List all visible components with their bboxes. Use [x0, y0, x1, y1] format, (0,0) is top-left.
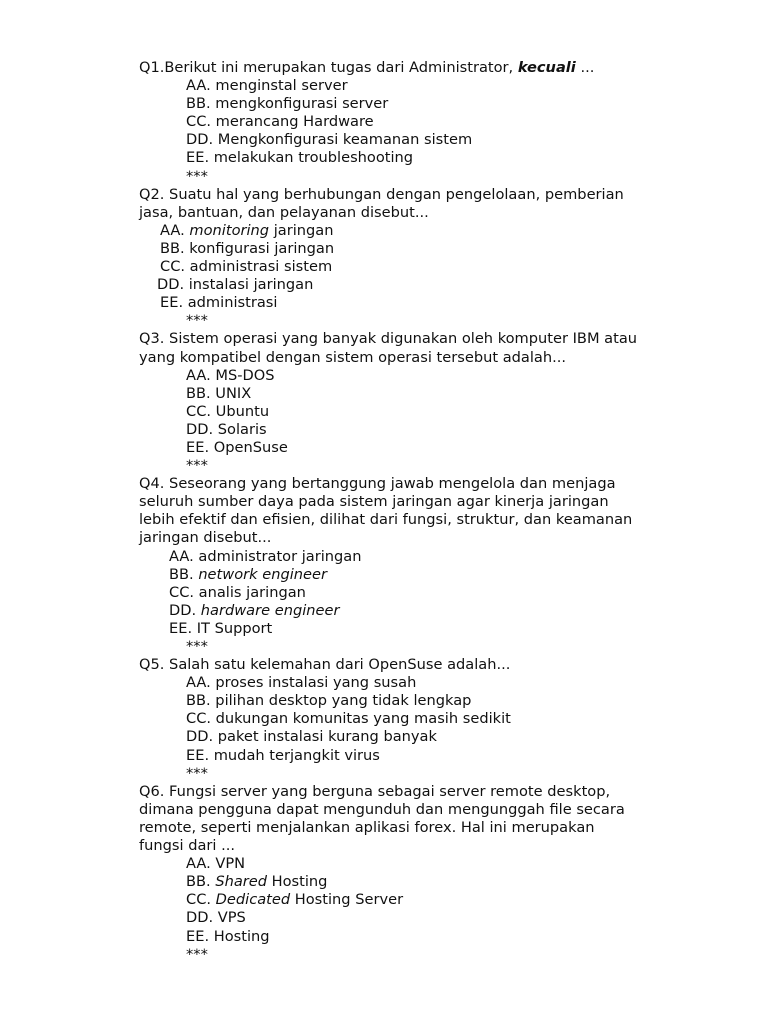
question-text-line: Q4. Seseorang yang bertanggung jawab mengelola dan menjaga	[139, 475, 616, 493]
option-b: BB. UNIX	[186, 384, 252, 402]
option-text-italic: Dedicated	[215, 891, 291, 909]
question-text-line: Q3. Sistem operasi yang banyak digunakan oleh komputer IBM atau	[139, 330, 638, 348]
question-text-line: Q6. Fungsi server yang berguna sebagai server remote desktop,	[139, 782, 611, 800]
question-text	[139, 59, 679, 77]
option-c: CC. Ubuntu	[186, 402, 270, 420]
option-e: EE. administrasi	[160, 294, 278, 312]
option-text: BB.	[186, 873, 216, 891]
option-b: BB. pilihan desktop yang tidak lengkap	[186, 692, 472, 710]
question-text-line: lebih efektif dan efisien, dilihat dari fungsi, struktur, dan keamanan	[139, 511, 633, 529]
separator: ***	[186, 945, 208, 963]
separator: ***	[186, 312, 208, 330]
option-text-italic: Shared	[215, 873, 268, 891]
option-d: DD. Solaris	[186, 420, 267, 438]
option-a: AA. menginstal server	[186, 77, 348, 95]
option-b: BB. konfigurasi jaringan	[160, 239, 335, 257]
option-a: AA. MS-DOS	[186, 366, 275, 384]
question-text-line: seluruh sumber daya pada sistem jaringan agar kinerja jaringan	[139, 493, 609, 511]
separator: ***	[186, 638, 208, 655]
question-text-line: remote, seperti menjalankan aplikasi forex. Hal ini merupakan	[139, 818, 595, 836]
option-c: CC. analis jaringan	[169, 583, 306, 601]
option-text: CC.	[186, 891, 216, 909]
question-text-line: fungsi dari ...	[139, 837, 236, 855]
option-text-italic: network engineer	[198, 565, 327, 583]
option-text: jaringan	[269, 221, 334, 239]
question-text-line: yang kompatibel dengan sistem operasi tersebut adalah...	[139, 348, 567, 366]
question-text-line: jaringan disebut...	[139, 529, 272, 547]
question-text-part: Q1.Berikut ini merupakan tugas dari Administrator,	[139, 59, 518, 76]
option-c: CC. merancang Hardware	[186, 113, 374, 131]
option-c: CC. dukungan komunitas yang masih sedikit	[186, 710, 511, 728]
option-b: BB. mengkonfigurasi server	[186, 95, 389, 113]
question-3	[139, 330, 679, 475]
option-d: DD. Mengkonfigurasi keamanan sistem	[186, 131, 473, 149]
option-c: CC. administrasi sistem	[160, 258, 333, 276]
option-text: Hosting Server	[290, 891, 404, 909]
option-text-italic: monitoring	[189, 221, 270, 239]
question-text-line: Q2. Suatu hal yang berhubungan dengan pengelolaan, pemberian	[139, 185, 624, 203]
option-a: AA. VPN	[186, 855, 246, 873]
quiz-document	[139, 59, 679, 964]
option-e: EE. Hosting	[186, 927, 270, 945]
separator: ***	[186, 167, 208, 185]
option-text: AA.	[160, 221, 190, 239]
option-a	[139, 222, 679, 240]
question-text-line: jasa, bantuan, dan pelayanan disebut...	[139, 203, 429, 221]
option-e: EE. mudah terjangkit virus	[186, 746, 380, 764]
option-d: DD. paket instalasi kurang banyak	[186, 728, 437, 746]
option-c	[139, 891, 679, 909]
option-d: DD. VPS	[186, 909, 246, 927]
option-b	[139, 873, 679, 891]
question-6	[139, 783, 679, 964]
option-d: DD. instalasi jaringan	[157, 276, 314, 294]
question-text-line: dimana pengguna dapat mengunduh dan mengunggah file secara	[139, 800, 625, 818]
question-4	[139, 475, 679, 656]
option-text-italic: hardware engineer	[200, 601, 340, 619]
option-text: DD.	[169, 601, 201, 619]
option-d	[139, 602, 679, 620]
question-1	[139, 59, 679, 186]
option-b	[139, 566, 679, 584]
option-a: AA. proses instalasi yang susah	[186, 674, 417, 692]
question-text-line: Q5. Salah satu kelemahan dari OpenSuse adalah...	[139, 656, 511, 674]
question-text-emphasis: kecuali	[517, 59, 576, 76]
option-e: EE. IT Support	[169, 619, 273, 637]
option-a: AA. administrator jaringan	[169, 547, 362, 565]
option-e: EE. melakukan troubleshooting	[186, 149, 414, 167]
question-2	[139, 186, 679, 331]
option-text: BB.	[169, 565, 199, 583]
option-text: Hosting	[267, 873, 328, 891]
option-e: EE. OpenSuse	[186, 438, 288, 456]
question-5	[139, 656, 679, 783]
separator: ***	[186, 764, 208, 782]
question-text-part: ...	[575, 59, 595, 76]
separator: ***	[186, 457, 208, 475]
